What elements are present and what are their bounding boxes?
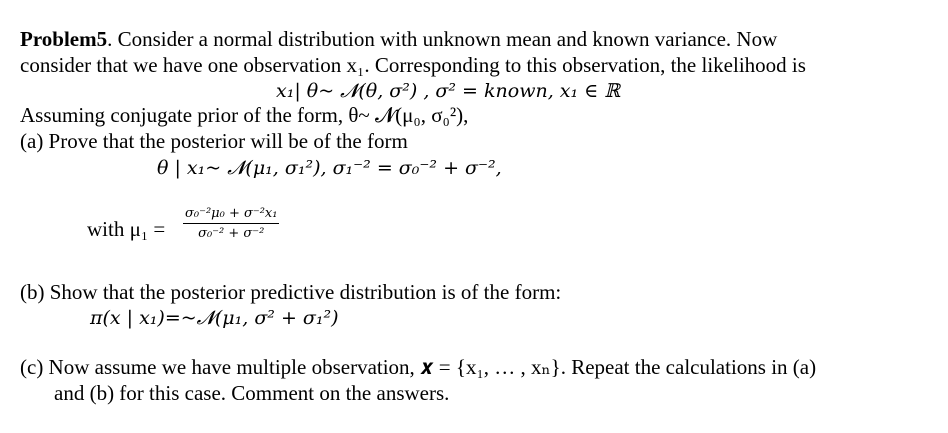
mu1-fraction — [183, 206, 279, 241]
mu1-denominator: σ₀⁻² + σ⁻² — [198, 226, 265, 241]
problem-statement-line-1 — [20, 27, 777, 51]
mu1-label: with μ₁ = — [87, 217, 166, 241]
part-a-text: (a) Prove that the posterior will be of the form — [20, 129, 408, 153]
posterior-formula: θ | x₁~ 𝓝(μ₁, σ₁²), σ₁⁻² = σ₀⁻² + σ⁻², — [157, 157, 502, 179]
problem-intro-1: . Consider a normal distribution with unknown mean and known variance. Now — [107, 27, 778, 51]
mu1-numerator: σ₀⁻²μ₀ + σ⁻²x₁ — [183, 206, 279, 224]
problem-intro-2: consider that we have one observation x₁. Corresponding to this observation, the likelihood is — [20, 53, 806, 77]
predictive-formula: π(x | x₁)=~𝓝(μ₁, σ² + σ₁²) — [90, 307, 339, 329]
problem-heading: Problem5 — [20, 27, 108, 51]
prior-statement: Assuming conjugate prior of the form, θ~ 𝓝(μ₀, σ₀²), — [20, 103, 469, 127]
part-c-line-2: and (b) for this case. Comment on the answers. — [54, 381, 450, 405]
part-b-text: (b) Show that the posterior predictive distribution is of the form: — [20, 280, 562, 304]
part-c-line-1: (c) Now assume we have multiple observation, 𝒙 = {x₁, … , xₙ}. Repeat the calculations in (a) — [20, 355, 817, 379]
likelihood-formula: x₁| θ~ 𝓝(θ, σ²) , σ² = known, x₁ ∈ ℝ — [276, 80, 621, 102]
